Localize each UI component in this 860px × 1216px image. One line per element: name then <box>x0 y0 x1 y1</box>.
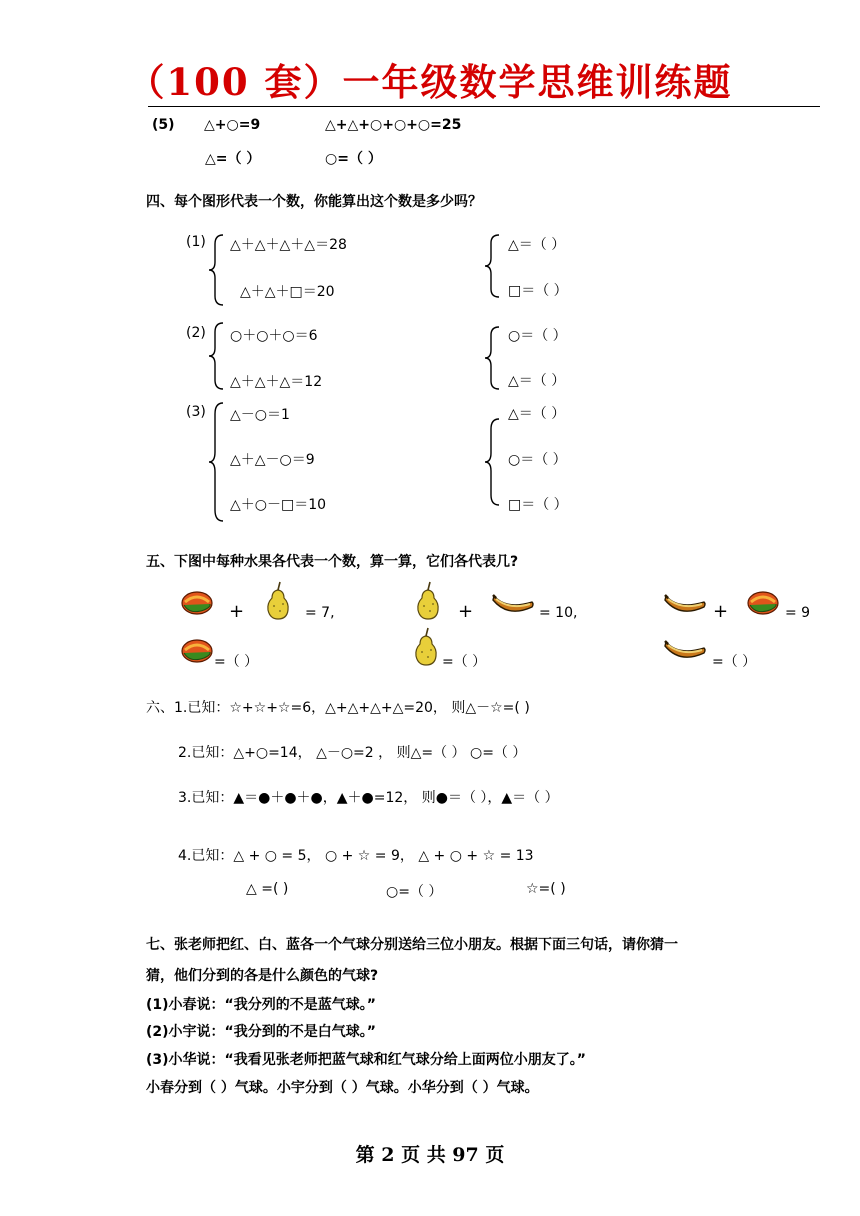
section6-line4-answer-2: ○=（ ） <box>386 884 443 900</box>
fruit-eq1-result: = 7, <box>305 605 335 621</box>
group3-eq-3: △＋○－□＝10 <box>230 497 327 513</box>
section7-line-5: (3)小华说：“我看见张老师把蓝气球和红气球分给上面两位小朋友了。” <box>146 1052 586 1068</box>
group1-eq-2: △＋△＋□＝20 <box>240 284 335 300</box>
plus-sign: + <box>713 601 729 622</box>
section6-line-4: 4.已知：△ + ○ = 5， ○ + ☆ = 9， △ + ○ + ☆ = 13 <box>178 848 534 864</box>
group1-brace-left <box>208 234 226 306</box>
fruit-eq3-result: = 9 <box>785 605 811 621</box>
group2-brace-left <box>208 322 226 390</box>
group2-brace-right <box>484 326 502 390</box>
group2-label: (2) <box>186 325 206 341</box>
document-title: （100 套）一年级数学思维训练题 <box>127 60 733 104</box>
section6-line-1: 六、1.已知：☆+☆+☆=6，△+△+△+△=20， 则△－☆=( ) <box>146 700 530 716</box>
section6-line-2: 2.已知：△+○=14， △－○=2 ， 则△=（ ） ○=（ ） <box>178 745 527 761</box>
banana-icon <box>664 590 708 620</box>
q5-answer-triangle: △=（ ） <box>205 151 261 167</box>
group3-answer-1: △＝（ ） <box>508 406 566 422</box>
group2-answer-1: ○＝（ ） <box>508 328 567 344</box>
section6-line4-answer-3: ☆=( ) <box>526 881 566 897</box>
group1-label: (1) <box>186 234 206 250</box>
q5-equation-1: △+○=9 <box>204 117 261 133</box>
group3-brace-right <box>484 418 502 506</box>
page-number: 第 2 页 共 97 页 <box>355 1144 505 1166</box>
group3-eq-2: △＋△－○＝9 <box>230 452 315 468</box>
q5-answer-circle: ○=（ ） <box>325 151 382 167</box>
section7-line-4: (2)小宇说：“我分到的不是白气球。” <box>146 1024 376 1040</box>
plus-sign: + <box>229 601 245 622</box>
banana-icon <box>664 636 708 666</box>
section7-line-1: 七、张老师把红、白、蓝各一个气球分别送给三位小朋友。根据下面三句话，请你猜一 <box>146 937 678 953</box>
section6-line4-answer-1: △ =( ) <box>246 881 289 897</box>
group1-eq-1: △＋△＋△＋△＝28 <box>230 237 347 253</box>
peach-icon <box>180 588 214 618</box>
fruit-eq2-result: = 10, <box>539 605 578 621</box>
section5-heading: 五、下图中每种水果各代表一个数，算一算，它们各代表几? <box>146 554 519 570</box>
group2-eq-1: ○＋○＋○＝6 <box>230 328 318 344</box>
section7-line-2: 猜，他们分到的各是什么颜色的气球? <box>146 968 379 984</box>
q5-label: (5) <box>152 117 175 133</box>
header-divider <box>148 106 820 107</box>
group1-answer-1: △＝（ ） <box>508 237 566 253</box>
fruit-answer-banana: =（ ） <box>712 654 757 670</box>
fruit-answer-peach: =（ ） <box>214 654 259 670</box>
section4-heading: 四、每个图形代表一个数，你能算出这个数是多少吗？ <box>146 194 482 210</box>
group2-answer-2: △＝（ ） <box>508 373 566 389</box>
group3-answer-2: ○＝（ ） <box>508 452 567 468</box>
peach-icon <box>180 636 214 666</box>
group2-eq-2: △＋△＋△＝12 <box>230 374 323 390</box>
peach-icon <box>746 588 780 618</box>
group3-answer-3: □＝（ ） <box>508 497 568 513</box>
fruit-answer-pear: =（ ） <box>442 654 487 670</box>
section6-line-3: 3.已知：▲＝●＋●＋●，▲＋●=12， 则●＝（ ），▲＝（ ） <box>178 790 559 806</box>
q5-equation-2: △+△+○+○+○=25 <box>325 117 462 133</box>
pear-icon <box>410 626 442 666</box>
pear-icon <box>262 580 294 620</box>
section7-line-3: (1)小春说：“我分列的不是蓝气球。” <box>146 997 376 1013</box>
banana-icon <box>492 590 536 620</box>
group3-brace-left <box>208 402 226 522</box>
plus-sign: + <box>458 601 474 622</box>
section7-line-6: 小春分到（ ）气球。小宇分到（ ）气球。小华分到（ ）气球。 <box>146 1080 539 1096</box>
group1-answer-2: □＝（ ） <box>508 283 568 299</box>
pear-icon <box>412 580 444 620</box>
group3-eq-1: △－○＝1 <box>230 407 290 423</box>
group3-label: (3) <box>186 404 206 420</box>
group1-brace-right <box>484 234 502 298</box>
